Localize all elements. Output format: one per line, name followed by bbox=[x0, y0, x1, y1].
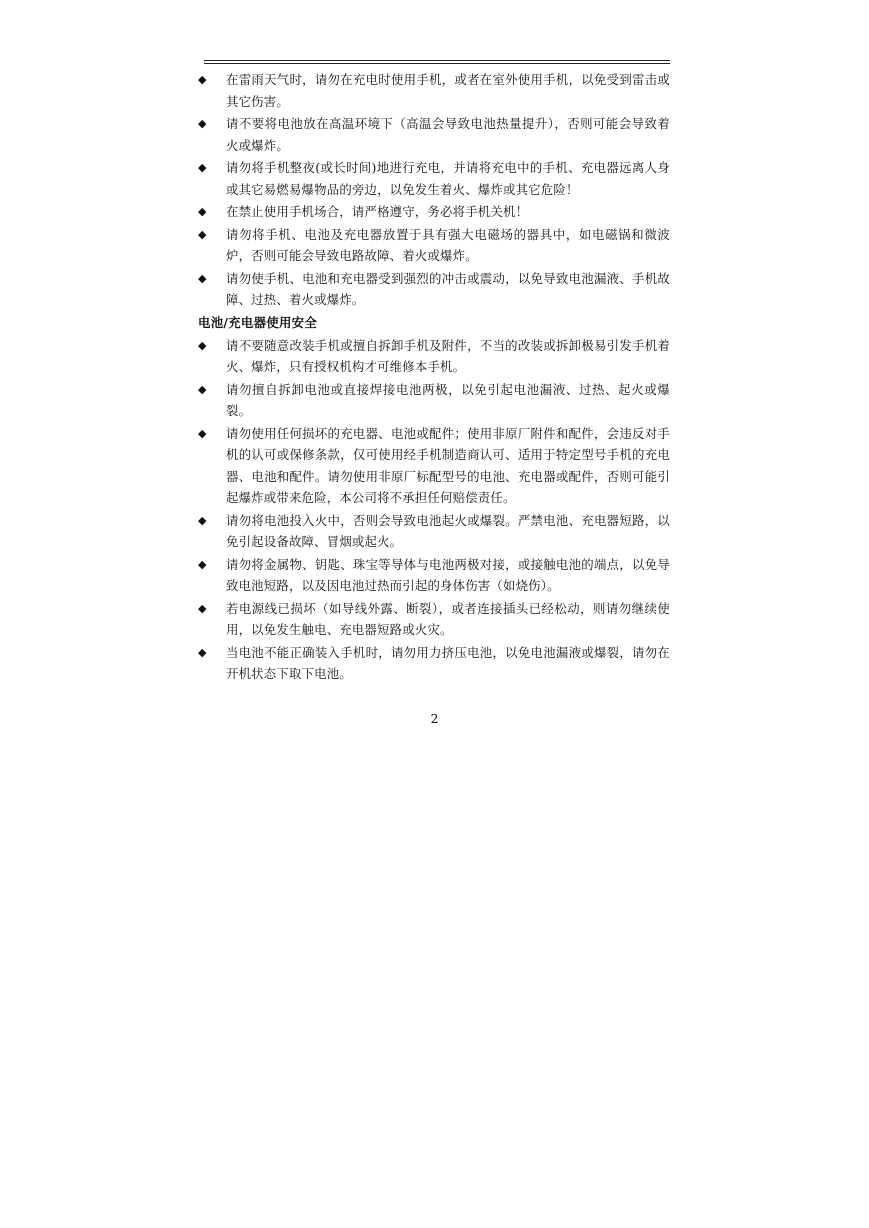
list-item-text: 请不要将电池放在高温环境下（高温会导致电池热量提升），否则可能会导致着火或爆炸。 bbox=[226, 116, 670, 153]
list-item-text: 请勿使手机、电池和充电器受到强烈的冲击或震动，以免导致电池漏液、手机故障、过热、着火或爆炸。 bbox=[226, 270, 670, 307]
list-item-text: 请勿将手机整夜(或长时间)地进行充电，并请将充电中的手机、充电器远离人身或其它易燃易爆物品的旁边，以免发生着火、爆炸或其它危险！ bbox=[226, 160, 670, 197]
list-item-text: 请勿将电池投入火中，否则会导致电池起火或爆裂。严禁电池、充电器短路，以免引起设备故障、冒烟或起火。 bbox=[226, 512, 670, 549]
diamond-bullet-icon: ◆ bbox=[198, 227, 207, 241]
list-item-text: 若电源线已损坏（如导线外露、断裂），或者连接插头已经松动，则请勿继续使用，以免发生触电、充电器短路或火灾。 bbox=[226, 600, 670, 637]
list-item-text: 当电池不能正确装入手机时，请勿用力挤压电池，以免电池漏液或爆裂，请勿在开机状态下取下电池。 bbox=[226, 644, 670, 681]
list-item bbox=[198, 335, 670, 378]
list-item bbox=[198, 598, 670, 641]
list-item bbox=[198, 510, 670, 553]
list-item-text: 请勿将金属物、钥匙、珠宝等导体与电池两极对接，或接触电池的端点，以免导致电池短路，以及因电池过热而引起的身体伤害（如烧伤）。 bbox=[226, 556, 670, 593]
diamond-bullet-icon: ◆ bbox=[198, 513, 207, 527]
list-item bbox=[198, 201, 670, 223]
diamond-bullet-icon: ◆ bbox=[198, 161, 207, 174]
list-item bbox=[198, 113, 670, 156]
list-item-text: 请勿将手机、电池及充电器放置于具有强大电磁场的器具中，如电磁锅和微波炉，否则可能会导致电路故障、着火或爆炸。 bbox=[226, 226, 670, 263]
diamond-bullet-icon: ◆ bbox=[198, 382, 207, 396]
diamond-bullet-icon: ◆ bbox=[198, 117, 207, 130]
list-item bbox=[198, 379, 670, 422]
list-item bbox=[198, 642, 670, 685]
page-number: 2 bbox=[430, 711, 439, 726]
diamond-bullet-icon: ◆ bbox=[198, 205, 207, 218]
list-item-text: 请勿使用任何损坏的充电器、电池或配件；使用非原厂附件和配件，会违反对手机的认可或保修条款，仅可使用经手机制造商认可、适用于特定型号手机的充电器、电池和配件。请勿使用非原厂标配型号的电池、充电器或配件，否则可能引起爆炸或带来危险，本公司将不承担任何赔偿责任。 bbox=[226, 425, 670, 505]
list-item bbox=[198, 423, 670, 509]
list-item bbox=[198, 157, 670, 200]
list-item bbox=[198, 224, 670, 267]
list-item bbox=[198, 554, 670, 597]
diamond-bullet-icon: ◆ bbox=[198, 426, 207, 440]
diamond-bullet-icon: ◆ bbox=[198, 601, 207, 615]
diamond-bullet-icon: ◆ bbox=[198, 73, 207, 86]
diamond-bullet-icon: ◆ bbox=[198, 645, 207, 659]
diamond-bullet-icon: ◆ bbox=[198, 338, 207, 352]
header-double-rule bbox=[204, 60, 670, 64]
list-item-text: 请勿擅自拆卸电池或直接焊接电池两极，以免引起电池漏液、过热、起火或爆裂。 bbox=[226, 381, 670, 418]
diamond-bullet-icon: ◆ bbox=[198, 271, 207, 285]
list-item-text: 请不要随意改装手机或擅自拆卸手机及附件，不当的改装或拆卸极易引发手机着火、爆炸，只有授权机构才可维修本手机。 bbox=[226, 337, 670, 374]
list-item bbox=[198, 268, 670, 311]
list-item bbox=[198, 69, 670, 112]
list-item-text: 在雷雨天气时，请勿在充电时使用手机，或者在室外使用手机，以免受到雷击或其它伤害。 bbox=[226, 72, 670, 109]
diamond-bullet-icon: ◆ bbox=[198, 557, 207, 571]
section-heading: 电池/充电器使用安全 bbox=[198, 314, 318, 330]
page-content bbox=[198, 69, 670, 686]
list-item-text: 在禁止使用手机场合，请严格遵守，务必将手机关机！ bbox=[226, 204, 529, 219]
